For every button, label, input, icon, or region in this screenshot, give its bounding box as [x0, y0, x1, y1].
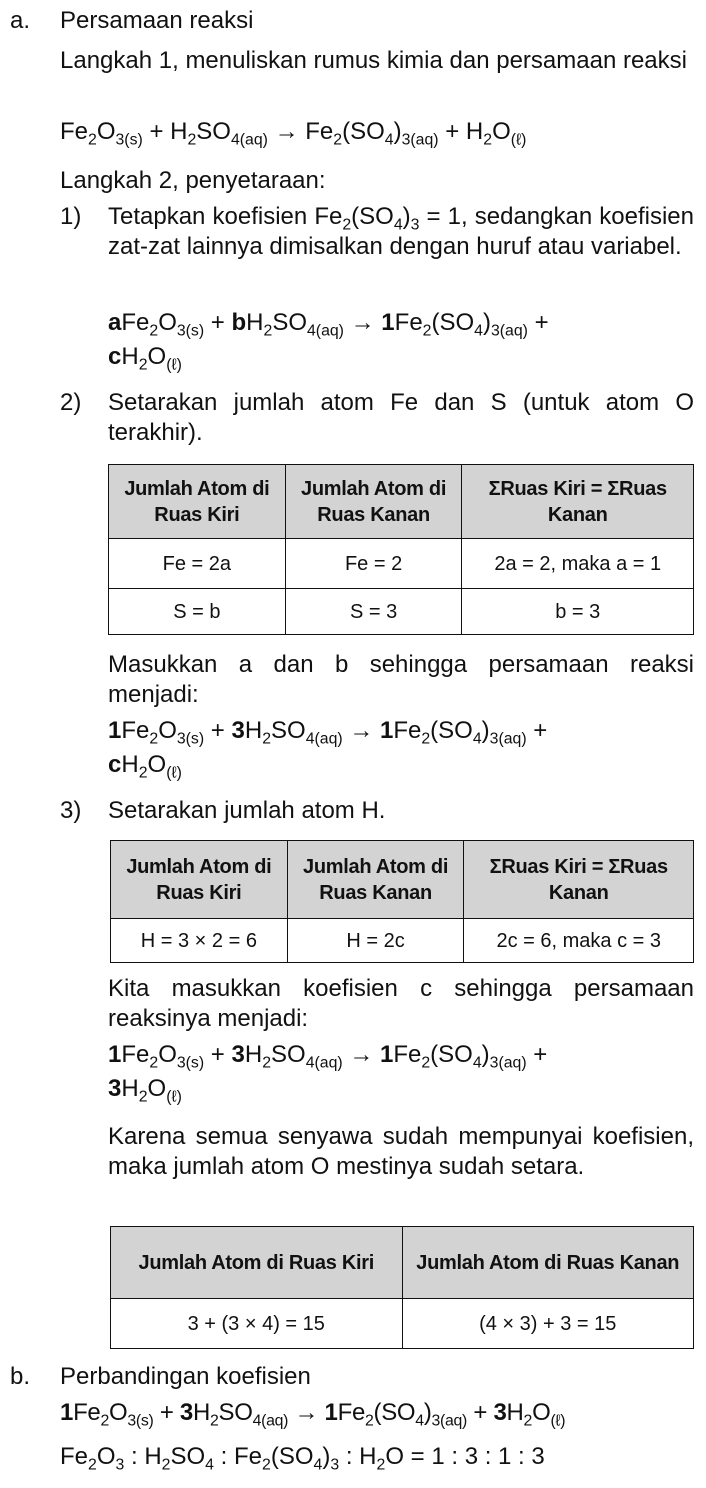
- table3-cell: (4 × 3) + 3 = 15: [402, 1299, 694, 1349]
- equation-ab-cont: $cH_2O_{(\ell)}$: [108, 751, 182, 782]
- chem-formula: $H_2SO_{4(aq)}$: [192, 1399, 289, 1430]
- ratio-line: $Fe_2O_3$ : $H_2SO_4$ : $Fe_2(SO_4)_3$ : $H_2O = 1$ : 3 : 1 : 3: [60, 1443, 545, 1474]
- chem-formula: $Fe_2(SO_4)_{3(aq)}$: [393, 1041, 527, 1072]
- table3-header: Jumlah Atom di Ruas Kiri: [111, 1227, 403, 1299]
- chem-formula: $H_2O_{(\ell)}$: [121, 343, 182, 374]
- table1-header: Jumlah Atom di Ruas Kanan: [285, 465, 462, 539]
- chem-formula: $H_2SO_{4(aq)}$: [244, 717, 343, 748]
- item3-number: 3): [60, 797, 82, 824]
- chem-formula: $H_2O_{(\ell)}$: [121, 751, 182, 782]
- item3-after-text: Kita masukkan koefisien c sehingga persamaan reaksinya menjadi:: [108, 975, 694, 1032]
- table1-cell: Fe = 2: [285, 539, 462, 589]
- chem-formula: $H_2SO_{4(aq)}$: [244, 1041, 343, 1072]
- chem-formula: $Fe_2O_{3(s)}$: [121, 1041, 205, 1072]
- chem-formula: $Fe_2O_{3(s)}$: [73, 1399, 154, 1430]
- equation-balanced: $1Fe_2O_{3(s)} + 3H_2SO_{4(aq)} \to 1Fe_2(SO_4)_{3(aq)}$ +: [108, 1041, 548, 1072]
- table1-cell: Fe = 2a: [109, 539, 286, 589]
- section-b-marker: b.: [10, 1363, 31, 1390]
- equation-variables: $aFe_2O_{3(s)} + bH_2SO_{4(aq)} \to 1Fe_2(SO_4)_{3(aq)}$ +: [108, 309, 549, 340]
- table2-header: ΣRuas Kiri = ΣRuas Kanan: [464, 841, 694, 919]
- chem-formula: $Fe_2(SO_4)_3$: [234, 1443, 340, 1474]
- step2-text: Langkah 2, penyetaraan:: [60, 167, 326, 194]
- chem-formula: $H_2O_{(\ell)}$: [506, 1399, 566, 1430]
- table2-header: Jumlah Atom di Ruas Kanan: [287, 841, 464, 919]
- item2-text: Setarakan jumlah atom Fe dan S (untuk atom O terakhir).: [108, 389, 694, 446]
- step1-text: Langkah 1, menuliskan rumus kimia dan persamaan reaksi: [60, 47, 687, 74]
- table3-cell: 3 + (3 × 4) = 15: [111, 1299, 403, 1349]
- table2-cell: 2c = 6, maka c = 3: [464, 919, 694, 963]
- equation-unbalanced: $Fe_2O_{3(s)} + H_2SO_{4(aq)} \to Fe_2(SO_4)_{3(aq)} + H_2O_{(\ell)}$: [60, 118, 527, 149]
- chem-formula: $H_2SO_{4(aq)}$: [246, 309, 344, 340]
- chem-formula: $H_2O_{(\ell)}$: [465, 118, 527, 149]
- item1-text: Tetapkan koefisien $Fe_2(SO_4)_3 = 1$, sedangkan koefisien zat-zat lainnya dimisalkan dengan huruf atau variabel.: [108, 203, 694, 260]
- chem-formula: $Fe_2O_3$: [60, 1443, 125, 1474]
- table1-cell: 2a = 2, maka a = 1: [462, 539, 694, 589]
- table2-cell: H = 2c: [287, 919, 464, 963]
- chem-formula: $Fe_2(SO_4)_{3(aq)}$: [337, 1399, 467, 1430]
- item2-after-text: Masukkan a dan b sehingga persamaan reaksi menjadi:: [108, 651, 694, 708]
- table1-cell: b = 3: [462, 589, 694, 635]
- equation-variables-cont: $cH_2O_{(\ell)}$: [108, 343, 182, 374]
- equation-balanced-cont: $3H_2O_{(\ell)}$: [108, 1075, 182, 1106]
- table1-header: ΣRuas Kiri = ΣRuas Kanan: [462, 465, 694, 539]
- table-h: [110, 840, 694, 963]
- chem-formula: $Fe_2O_{3(s)}$: [60, 118, 143, 149]
- table1-cell: S = 3: [285, 589, 462, 635]
- chem-formula: $Fe_2O_{3(s)}$: [121, 309, 205, 340]
- section-a-marker: a.: [10, 7, 31, 34]
- section-a-title: Persamaan reaksi: [60, 7, 254, 34]
- item3-note: Karena semua senyawa sudah mempunyai koefisien, maka jumlah atom O mestinya sudah setara.: [108, 1123, 694, 1180]
- table-fe-s: [108, 464, 694, 635]
- item1-number: 1): [60, 203, 82, 230]
- table1-header: Jumlah Atom di Ruas Kiri: [109, 465, 286, 539]
- table2-header: Jumlah Atom di Ruas Kiri: [111, 841, 288, 919]
- section-b-title: Perbandingan koefisien: [60, 1363, 311, 1390]
- table2-cell: H = 3 × 2 = 6: [111, 919, 288, 963]
- table1-cell: S = b: [109, 589, 286, 635]
- chem-formula: $Fe_2(SO_4)_3$: [314, 203, 420, 234]
- chem-formula: $H_2SO_{4(aq)}$: [170, 118, 268, 149]
- equation-ab: $1Fe_2O_{3(s)} + 3H_2SO_{4(aq)} \to 1Fe_2(SO_4)_{3(aq)}$ +: [108, 717, 548, 748]
- chem-formula: $H_2O_{(\ell)}$: [121, 1075, 182, 1106]
- chem-formula: $H_2O$: [359, 1443, 404, 1474]
- chem-formula: $Fe_2O_{3(s)}$: [121, 717, 205, 748]
- chem-formula: $H_2SO_4$: [144, 1443, 214, 1474]
- table-o: [110, 1226, 694, 1349]
- item2-number: 2): [60, 389, 82, 416]
- item3-text: Setarakan jumlah atom H.: [108, 797, 386, 824]
- chem-formula: $Fe_2(SO_4)_{3(aq)}$: [393, 717, 527, 748]
- equation-final: $1Fe_2O_{3(s)} + 3H_2SO_{4(aq)} \to 1Fe_2(SO_4)_{3(aq)} + 3H_2O_{(\ell)}$: [60, 1399, 566, 1430]
- table3-header: Jumlah Atom di Ruas Kanan: [402, 1227, 694, 1299]
- chem-formula: $Fe_2(SO_4)_{3(aq)}$: [305, 118, 439, 149]
- chem-formula: $Fe_2(SO_4)_{3(aq)}$: [394, 309, 528, 340]
